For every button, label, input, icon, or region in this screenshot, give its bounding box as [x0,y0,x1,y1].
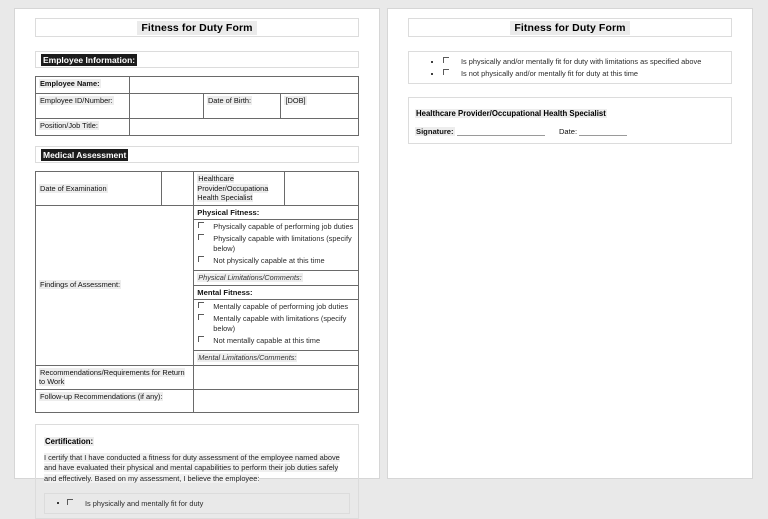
section-header-employee-information [35,51,359,68]
checkbox-icon[interactable] [67,499,73,505]
healthcare-provider-value[interactable] [284,172,358,206]
mental-option-0-label: Mentally capable of performing job duties [213,302,348,311]
date-of-examination-label: Date of Examination [36,172,162,206]
document-page-1 [14,8,380,479]
date-input[interactable] [579,128,627,136]
table-row [36,172,359,206]
signature-input[interactable] [457,128,545,136]
document-page-2 [387,8,753,479]
checkbox-icon[interactable] [198,234,204,240]
medical-assessment-table [35,171,359,413]
page-2-option-1-label: Is not physically and/or mentally fit for duty at this time [461,69,638,78]
page-2-title: Fitness for Duty Form [510,21,629,35]
mental-fitness-options [194,300,358,351]
bullet-icon [431,61,433,63]
date-label: Date: [559,127,577,136]
certification-box [35,424,359,519]
physical-limitations-label: Physical Limitations/Comments: [194,271,358,286]
page-2-option-0-label: Is physically and/or mentally fit for duty with limitations as specified above [461,57,701,66]
page-title-box [35,18,359,37]
checkbox-icon[interactable] [198,314,204,320]
physical-option-1[interactable] [197,234,355,255]
page-2-option-1[interactable] [419,68,721,80]
findings-of-assessment-label: Findings of Assessment: [36,205,194,365]
physical-option-1-label: Physically capable with limitations (specify below) [213,234,351,254]
findings-of-assessment-content [194,205,359,365]
section-header-medical-assessment-label: Medical Assessment [41,149,128,161]
physical-option-2-label: Not physically capable at this time [213,256,324,265]
employee-name-label: Employee Name: [36,77,130,94]
checkbox-icon[interactable] [198,222,204,228]
recommendations-value[interactable] [194,365,359,389]
page-2-option-0[interactable] [419,56,721,68]
followup-label: Follow-up Recommendations (if any): [36,389,194,412]
checkbox-icon[interactable] [443,69,449,75]
certification-options [44,493,350,514]
table-row [36,205,359,365]
bullet-icon [57,502,59,504]
followup-value[interactable] [194,389,359,412]
bullet-icon [431,73,433,75]
table-row [36,119,359,136]
mental-option-2[interactable] [197,336,355,347]
employee-id-label: Employee ID/Number: [36,94,130,119]
employee-id-value[interactable] [129,94,203,119]
date-of-examination-value[interactable] [161,172,193,206]
date-of-birth-value[interactable]: [DOB] [281,94,359,119]
table-row [36,365,359,389]
table-row [36,77,359,94]
physical-option-0-label: Physically capable of performing job duties [213,222,353,231]
table-row [36,389,359,412]
mental-option-1-label: Mentally capable with limitations (specify below) [213,314,346,334]
recommendations-label: Recommendations/Requirements for Return to Work [36,365,194,389]
employee-information-table [35,76,359,136]
checkbox-icon[interactable] [198,256,204,262]
position-title-value[interactable] [129,119,358,136]
certification-option-0[interactable] [51,498,343,509]
mental-fitness-heading: Mental Fitness: [194,286,358,301]
checkbox-icon[interactable] [198,302,204,308]
page-2-title-box [408,18,732,37]
provider-heading: Healthcare Provider/Occupational Health Specialist [415,109,607,118]
checkbox-icon[interactable] [443,57,449,63]
certification-option-0-label: Is physically and mentally fit for duty [85,499,203,508]
healthcare-provider-label: Healthcare Provider/Occupationa Health Specialist [194,172,284,206]
position-title-label: Position/Job Title: [36,119,130,136]
page-2-options [408,51,732,84]
physical-option-0[interactable] [197,222,355,233]
mental-option-0[interactable] [197,302,355,313]
date-of-birth-label: Date of Birth: [203,94,281,119]
mental-option-2-label: Not mentally capable at this time [213,336,320,345]
section-header-medical-assessment [35,146,359,163]
certification-body: I certify that I have conducted a fitness for duty assessment of the employee named above and have evaluated their physical and mental capabilities to perform their job duties safely and effectively. Based on my assessment, I believe the employee: [44,453,350,485]
signature-line [415,127,725,136]
signature-label: Signature: [415,127,455,136]
checkbox-icon[interactable] [198,336,204,342]
provider-signature-box [408,97,732,144]
mental-option-1[interactable] [197,314,355,335]
certification-heading: Certification: [44,437,94,446]
physical-fitness-options [194,220,358,271]
table-row [36,94,359,119]
physical-option-2[interactable] [197,256,355,267]
mental-limitations-label: Mental Limitations/Comments: [194,351,358,365]
employee-name-value[interactable] [129,77,358,94]
section-header-employee-information-label: Employee Information: [41,54,137,66]
physical-fitness-heading: Physical Fitness: [194,206,358,221]
page-title: Fitness for Duty Form [137,21,256,35]
